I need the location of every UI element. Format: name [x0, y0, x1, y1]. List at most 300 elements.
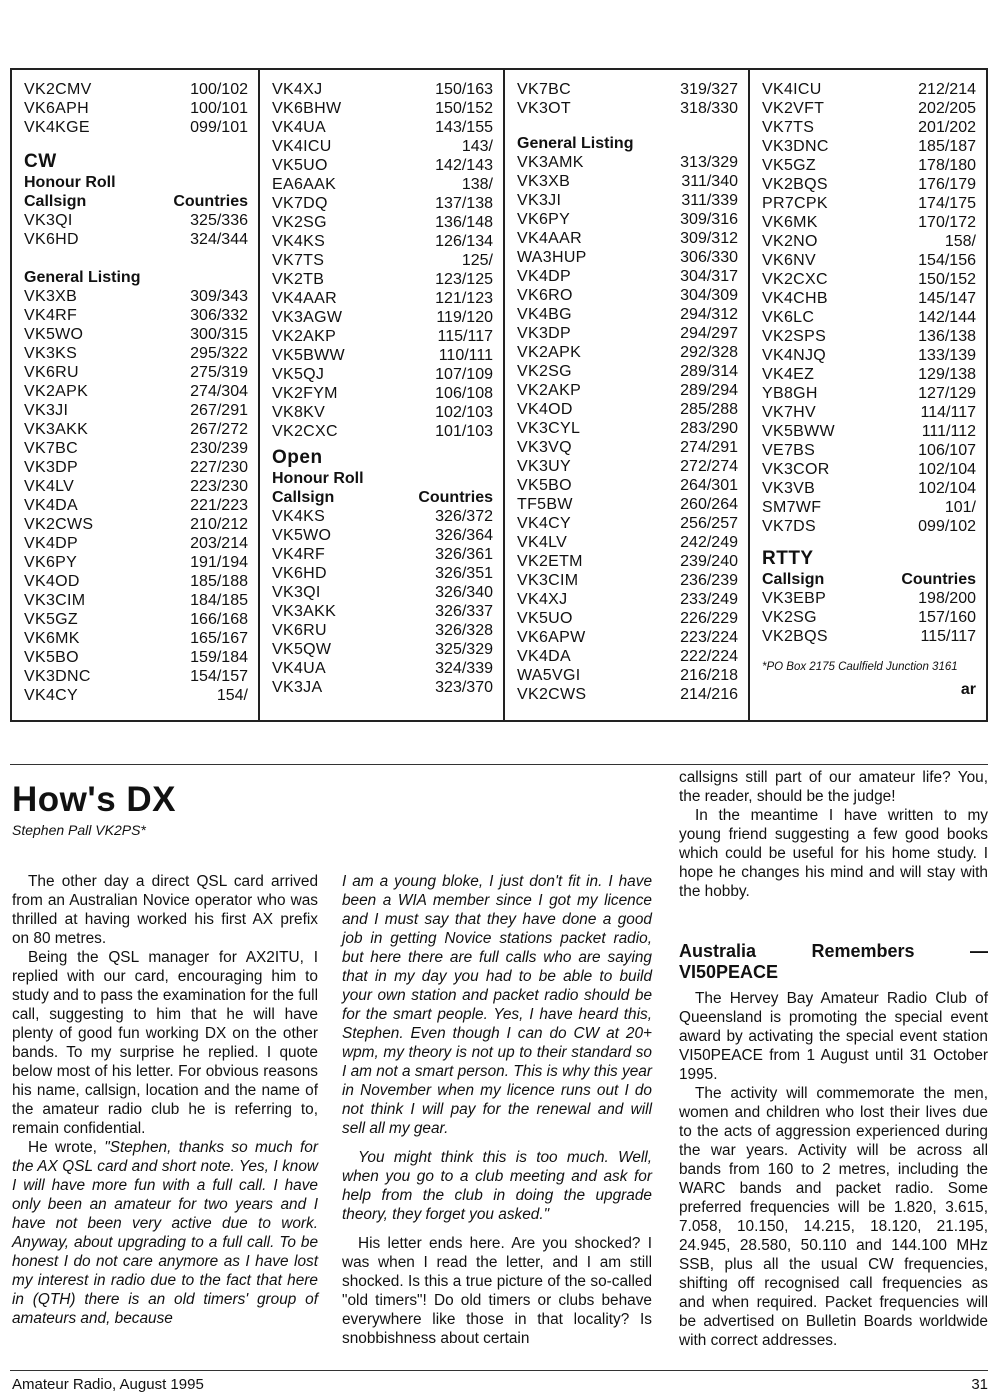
listing-row: [24, 420, 248, 439]
listing-row: [762, 460, 976, 479]
countries-score: 157/160: [918, 609, 976, 626]
listing-row: [517, 438, 738, 457]
table-column-1: [12, 70, 258, 720]
callsign: VK7TS: [762, 119, 815, 136]
honour-roll-label: Honour Roll: [272, 470, 364, 487]
listing-row: [24, 325, 248, 344]
callsign: VK4DA: [517, 648, 571, 665]
callsign: VK5WO: [272, 527, 332, 544]
callsign: VK2SPS: [762, 328, 827, 345]
callsign: VK3UY: [517, 458, 571, 475]
callsign: TF5BW: [517, 496, 573, 513]
paragraph: The Hervey Bay Amateur Radio Club of Queensland is promoting the special event award by activating the special event station VI50PEACE from 1 August until 31 October 1995.: [679, 990, 988, 1083]
countries-score: 203/214: [190, 535, 248, 552]
callsign: VK3QI: [24, 212, 73, 229]
quote-text: "Stephen, thanks so much for the AX QSL card and short note. Yes, I know I will have more fun with a full call. I have only been an amateur for two years and I have not been very active due to work. Anyway, about upgrading to a full call. To be honest I do not care anymore as I have lost my interest in radio due to the fact that here in (QTH) there is an old timers' group of amateurs and, because: [12, 1139, 318, 1327]
callsign: VK5BWW: [762, 423, 835, 440]
listing-row: [517, 267, 738, 286]
callsign-header: Callsign: [762, 571, 825, 588]
callsign: VK2BQS: [762, 628, 828, 645]
listing-row: [272, 232, 493, 251]
callsign: VK5UO: [272, 157, 328, 174]
listing-row: [24, 534, 248, 553]
countries-score: 166/168: [190, 611, 248, 628]
callsign: VK2VFT: [762, 100, 825, 117]
listing-row: [517, 685, 738, 704]
countries-score: 099/101: [190, 119, 248, 136]
listing-row: [517, 609, 738, 628]
countries-score: 285/288: [680, 401, 738, 418]
countries-score: 121/123: [435, 290, 493, 307]
callsign-header: Callsign: [272, 489, 335, 506]
listing-row: [517, 647, 738, 666]
listing-row: [517, 99, 738, 118]
countries-score: 143/: [461, 138, 493, 155]
callsign: WA3HUP: [517, 249, 587, 266]
countries-score: 256/257: [680, 515, 738, 532]
callsign: VK5BWW: [272, 347, 345, 364]
countries-score: 319/327: [680, 81, 738, 98]
callsign: VK4KGE: [24, 119, 90, 136]
callsign: VK4DP: [517, 268, 571, 285]
callsign: VK3QI: [272, 584, 321, 601]
countries-score: 309/312: [680, 230, 738, 247]
listing-row: [272, 403, 493, 422]
listing-row: [517, 248, 738, 267]
callsign: VK5BO: [24, 649, 79, 666]
callsign: VK4LV: [24, 478, 75, 495]
callsign: WA5VGI: [517, 667, 581, 684]
listing-row: [272, 507, 493, 526]
countries-score: 323/370: [435, 679, 493, 696]
countries-score: 306/332: [190, 307, 248, 324]
countries-score: 115/117: [437, 328, 493, 345]
callsign: VK2TB: [272, 271, 325, 288]
callsign: VK2FYM: [272, 385, 338, 402]
countries-score: 306/330: [680, 249, 738, 266]
countries-score: 326/351: [435, 565, 493, 582]
listing-row: [272, 194, 493, 213]
callsign: VK2APK: [24, 383, 89, 400]
countries-score: 326/364: [435, 527, 493, 544]
countries-score: 115/117: [920, 628, 976, 645]
callsign: VK2CWS: [517, 686, 587, 703]
countries-score: 212/214: [918, 81, 976, 98]
listing-row: [517, 210, 738, 229]
countries-score: 223/224: [680, 629, 738, 646]
countries-score: 283/290: [680, 420, 738, 437]
countries-score: 230/239: [190, 440, 248, 457]
callsign: VK7DS: [762, 518, 816, 535]
callsign: VK5QW: [272, 641, 332, 658]
callsign: VK5GZ: [762, 157, 816, 174]
listing-row: [517, 343, 738, 362]
listing-row: [24, 648, 248, 667]
callsign: VK6RO: [517, 287, 573, 304]
listing-row: [24, 382, 248, 401]
callsign: VK3CIM: [517, 572, 579, 589]
callsign: VK2AKP: [517, 382, 582, 399]
table-column-2: [258, 70, 503, 720]
paragraph: Being the QSL manager for AX2ITU, I replied with our card, encouraging him to study and to pass the examination for the full call, suggesting to him that he will have plenty of good fun working DX on the other bands. To my surprise he replied. I quote below most of his letter. For obvious reasons his name, callsign, location and the name of the amateur radio club he is referring to, remain confidential.: [12, 949, 318, 1137]
listing-row: [517, 571, 738, 590]
countries-score: 102/103: [435, 404, 493, 421]
award-listing-table: [10, 68, 988, 722]
countries-score: 158/: [944, 233, 976, 250]
listing-row: [24, 629, 248, 648]
paragraph: The activity will commemorate the men, women and children who lost their lives due to the acts of aggression experienced during the war years. Activity will be across all bands from 160 to 2 metres, including the WARC bands and packet radio. Some preferred frequencies will be 1.820, 3.615, 7.058, 10.150, 14.215, 18.120, 21.195, 24.945, 28.580, 50.110 and 144.100 MHz SSB, plus all the usual CW frequencies, shifting off recognised call frequencies as and when required. Packet frequencies will be advertised on Bulletin Boards worldwide with correct addresses.: [679, 1085, 988, 1349]
callsign: VK5UO: [517, 610, 573, 627]
listing-row: [272, 137, 493, 156]
listing-row: [272, 251, 493, 270]
callsign: VK4AAR: [272, 290, 337, 307]
listing-row: [272, 659, 493, 678]
listing-row: [24, 401, 248, 420]
callsign: VK5BO: [517, 477, 572, 494]
cw-heading: CW: [24, 151, 57, 172]
callsign: VE7BS: [762, 442, 816, 459]
listing-row: [762, 498, 976, 517]
listing-row: [517, 590, 738, 609]
listing-row: [24, 287, 248, 306]
countries-score: 165/167: [190, 630, 248, 647]
article-column-3: [679, 768, 988, 1350]
countries-score: 154/: [216, 687, 248, 704]
callsign: VK4ICU: [762, 81, 822, 98]
listing-row: [24, 515, 248, 534]
article-top-rule: [10, 764, 988, 765]
callsign: VK2CMV: [24, 81, 92, 98]
countries-score: 150/163: [435, 81, 493, 98]
callsign: PR7CPK: [762, 195, 828, 212]
footer-rule: [10, 1370, 988, 1371]
callsign: VK6HD: [272, 565, 327, 582]
listing-row: [517, 419, 738, 438]
listing-row: [517, 533, 738, 552]
countries-score: 260/264: [680, 496, 738, 513]
countries-score: 304/309: [680, 287, 738, 304]
listing-row: [272, 545, 493, 564]
callsign: VK4KS: [272, 508, 326, 525]
callsign: VK6NV: [762, 252, 816, 269]
callsign: VK4DP: [24, 535, 78, 552]
callsign: VK6LC: [762, 309, 815, 326]
column-header-row: [272, 488, 493, 507]
countries-score: 150/152: [918, 271, 976, 288]
countries-score: 274/291: [680, 439, 738, 456]
listing-row: [762, 365, 976, 384]
countries-score: 106/108: [435, 385, 493, 402]
countries-score: 289/294: [680, 382, 738, 399]
address-footnote: *PO Box 2175 Caulfield Junction 3161: [762, 661, 958, 673]
listing-row: [24, 477, 248, 496]
listing-row: [272, 80, 493, 99]
callsign: EA6AAK: [272, 176, 337, 193]
callsign: VK3VQ: [517, 439, 572, 456]
countries-score: 311/340: [681, 173, 738, 190]
callsign: YB8GH: [762, 385, 818, 402]
callsign: VK4LV: [517, 534, 568, 551]
countries-score: 274/304: [190, 383, 248, 400]
listing-row: [762, 589, 976, 608]
callsign: VK4RF: [24, 307, 78, 324]
countries-score: 198/200: [918, 590, 976, 607]
callsign: VK6PY: [517, 211, 571, 228]
callsign: VK3CIM: [24, 592, 86, 609]
listing-row: [272, 99, 493, 118]
listing-row: [24, 118, 248, 137]
listing-row: [272, 602, 493, 621]
countries-score: 129/138: [918, 366, 976, 383]
callsign: VK4OD: [517, 401, 573, 418]
listing-row: [517, 324, 738, 343]
listing-row: [272, 583, 493, 602]
callsign: VK4CHB: [762, 290, 828, 307]
listing-row: [517, 153, 738, 172]
listing-row: [517, 286, 738, 305]
listing-row: [762, 156, 976, 175]
countries-score: 143/155: [435, 119, 493, 136]
callsign: VK6HD: [24, 231, 79, 248]
callsign: VK3VB: [762, 480, 816, 497]
open-heading: Open: [272, 447, 323, 468]
countries-score: 119/120: [436, 309, 493, 326]
footer-publication: Amateur Radio, August 1995: [12, 1376, 204, 1393]
countries-score: 304/317: [680, 268, 738, 285]
countries-score: 300/315: [190, 326, 248, 343]
callsign: VK3COR: [762, 461, 830, 478]
listing-row: [24, 458, 248, 477]
countries-score: 159/184: [190, 649, 248, 666]
countries-score: 326/340: [435, 584, 493, 601]
honour-roll-label: Honour Roll: [24, 174, 116, 191]
countries-score: 102/104: [918, 480, 976, 497]
callsign: VK3DP: [517, 325, 571, 342]
countries-score: 325/329: [435, 641, 493, 658]
listing-row: [272, 384, 493, 403]
listing-row: [24, 496, 248, 515]
countries-score: 176/179: [918, 176, 976, 193]
callsign: VK4BG: [517, 306, 572, 323]
countries-score: 202/205: [918, 100, 976, 117]
listing-row: [24, 553, 248, 572]
listing-row: [24, 80, 248, 99]
column-header-row: [762, 570, 976, 589]
countries-header: Countries: [173, 193, 248, 210]
end-mark: ar: [960, 681, 976, 698]
listing-row: [272, 422, 493, 441]
callsign: VK8KV: [272, 404, 326, 421]
countries-score: 295/322: [190, 345, 248, 362]
callsign: VK6RU: [272, 622, 327, 639]
listing-row: [762, 422, 976, 441]
listing-row: [272, 118, 493, 137]
countries-score: 267/272: [190, 421, 248, 438]
callsign: VK3OT: [517, 100, 571, 117]
listing-row: [762, 346, 976, 365]
callsign: VK3CYL: [517, 420, 581, 437]
countries-score: 136/148: [435, 214, 493, 231]
countries-score: 325/336: [190, 212, 248, 229]
paragraph: His letter ends here. Are you shocked? I was when I read the letter, and I am still shocked. Is this a true picture of the so-called "old timers"! Do old timers or clubs behave everywhere like those in that locality? Is snobbishness about certain: [342, 1235, 652, 1347]
countries-score: 275/319: [190, 364, 248, 381]
listing-row: [762, 194, 976, 213]
listing-row: [762, 384, 976, 403]
countries-score: 174/175: [918, 195, 976, 212]
callsign: VK6MK: [24, 630, 80, 647]
listing-row: [762, 175, 976, 194]
callsign: VK4EZ: [762, 366, 815, 383]
countries-score: 125/: [461, 252, 493, 269]
countries-score: 324/339: [435, 660, 493, 677]
callsign: VK4UA: [272, 119, 326, 136]
countries-score: 326/372: [435, 508, 493, 525]
listing-row: [517, 362, 738, 381]
countries-score: 114/117: [920, 404, 976, 421]
callsign: VK3XB: [517, 173, 571, 190]
countries-score: 313/329: [680, 154, 738, 171]
table-column-3: [503, 70, 748, 720]
paragraph: In the meantime I have written to my young friend suggesting a few good books which could be useful for his home study. I hope he changes his mind and will stay with the hobby.: [679, 807, 988, 900]
countries-score: 100/102: [190, 81, 248, 98]
countries-score: 214/216: [680, 686, 738, 703]
countries-score: 222/224: [680, 648, 738, 665]
callsign-header: Callsign: [24, 193, 87, 210]
listing-row: [24, 344, 248, 363]
countries-score: 137/138: [435, 195, 493, 212]
countries-score: 226/229: [680, 610, 738, 627]
countries-score: 318/330: [680, 100, 738, 117]
paragraph: [12, 1138, 318, 1328]
listing-row: [517, 191, 738, 210]
countries-score: 267/291: [190, 402, 248, 419]
callsign: VK6APW: [517, 629, 586, 646]
listing-row: [24, 667, 248, 686]
callsign: VK2APK: [517, 344, 582, 361]
callsign: VK2SG: [272, 214, 327, 231]
callsign: VK2BQS: [762, 176, 828, 193]
countries-score: 102/104: [918, 461, 976, 478]
callsign: VK3DNC: [24, 668, 91, 685]
countries-score: 123/125: [435, 271, 493, 288]
listing-row: [24, 211, 248, 230]
callsign: VK3AKK: [24, 421, 89, 438]
listing-row: [762, 270, 976, 289]
callsign: VK5GZ: [24, 611, 78, 628]
callsign: VK4RF: [272, 546, 326, 563]
countries-score: 326/328: [435, 622, 493, 639]
listing-row: [517, 400, 738, 419]
callsign: VK2ETM: [517, 553, 583, 570]
countries-score: 289/314: [680, 363, 738, 380]
callsign: VK3XB: [24, 288, 78, 305]
listing-row: [762, 289, 976, 308]
listing-row: [762, 403, 976, 422]
callsign: VK6APH: [24, 100, 89, 117]
callsign: VK3EBP: [762, 590, 827, 607]
countries-score: 210/212: [190, 516, 248, 533]
countries-score: 324/344: [190, 231, 248, 248]
countries-score: 191/194: [190, 554, 248, 571]
quote-paragraph: You might think this is too much. Well, when you go to a club meeting and ask for help from the club in doing the upgrade theory, they forget you asked.": [342, 1149, 652, 1223]
listing-row: [272, 621, 493, 640]
listing-row: [24, 306, 248, 325]
callsign: VK4CY: [517, 515, 571, 532]
countries-score: 101/: [944, 499, 976, 516]
listing-row: [24, 439, 248, 458]
countries-score: 326/361: [435, 546, 493, 563]
callsign: SM7WF: [762, 499, 822, 516]
listing-row: [24, 230, 248, 249]
listing-row: [272, 640, 493, 659]
countries-score: 126/134: [435, 233, 493, 250]
listing-row: [762, 118, 976, 137]
listing-row: [762, 137, 976, 156]
countries-score: 133/139: [918, 347, 976, 364]
listing-row: [517, 552, 738, 571]
callsign: VK7BC: [517, 81, 571, 98]
countries-score: 233/249: [680, 591, 738, 608]
callsign: VK2CXC: [762, 271, 828, 288]
countries-score: 216/218: [680, 667, 738, 684]
countries-score: 142/143: [435, 157, 493, 174]
callsign: VK2CXC: [272, 423, 338, 440]
listing-row: [272, 526, 493, 545]
callsign: VK6PY: [24, 554, 78, 571]
countries-score: 326/337: [435, 603, 493, 620]
listing-row: [762, 99, 976, 118]
callsign: VK5WO: [24, 326, 84, 343]
countries-score: 100/101: [190, 100, 248, 117]
countries-score: 309/343: [190, 288, 248, 305]
callsign: VK2NO: [762, 233, 818, 250]
countries-score: 185/187: [918, 138, 976, 155]
callsign: VK6MK: [762, 214, 818, 231]
listing-row: [762, 327, 976, 346]
countries-score: 101/103: [435, 423, 493, 440]
countries-score: 142/144: [918, 309, 976, 326]
countries-score: 236/239: [680, 572, 738, 589]
countries-score: 170/172: [918, 214, 976, 231]
callsign: VK7DQ: [272, 195, 328, 212]
callsign: VK4OD: [24, 573, 80, 590]
countries-score: 106/107: [918, 442, 976, 459]
listing-row: [762, 627, 976, 646]
countries-score: 221/223: [190, 497, 248, 514]
callsign: VK3DP: [24, 459, 78, 476]
general-listing-label: General Listing: [24, 269, 141, 286]
listing-row: [272, 175, 493, 194]
listing-row: [762, 441, 976, 460]
countries-score: 136/138: [918, 328, 976, 345]
callsign: VK4CY: [24, 687, 78, 704]
listing-row: [762, 213, 976, 232]
listing-row: [272, 213, 493, 232]
general-listing-label: General Listing: [517, 135, 634, 152]
countries-score: 201/202: [918, 119, 976, 136]
listing-row: [517, 229, 738, 248]
countries-score: 223/230: [190, 478, 248, 495]
listing-row: [517, 476, 738, 495]
countries-score: 311/339: [681, 192, 738, 209]
callsign: VK4NJQ: [762, 347, 827, 364]
callsign: VK3DNC: [762, 138, 829, 155]
callsign: VK3JA: [272, 679, 323, 696]
callsign: VK2SG: [762, 609, 817, 626]
countries-score: 107/109: [435, 366, 493, 383]
listing-row: [762, 308, 976, 327]
listing-row: [762, 608, 976, 627]
